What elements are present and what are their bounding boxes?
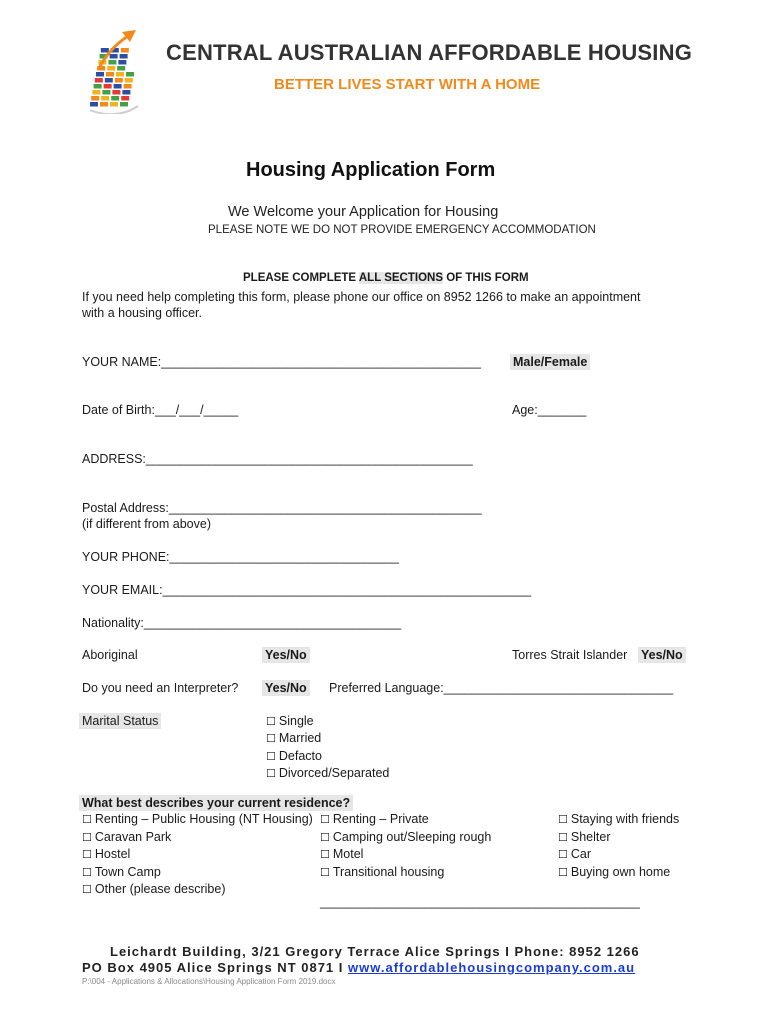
- residence-option-label: Other (please describe): [94, 882, 226, 896]
- logo-block: [118, 60, 126, 65]
- checkbox-icon: ☐: [320, 830, 330, 844]
- checkbox-icon: ☐: [82, 848, 92, 861]
- checkbox-icon: ☐: [558, 865, 568, 879]
- checkbox-icon: ☐: [558, 830, 568, 844]
- address-field[interactable]: ADDRESS:_______________________________________________: [82, 452, 473, 466]
- checkbox-icon: ☐: [82, 813, 92, 826]
- logo-block: [121, 96, 129, 101]
- marital-status-label: Marital Status: [79, 713, 161, 729]
- logo-block: [108, 60, 116, 65]
- residence-option-other[interactable]: [82, 881, 313, 899]
- checkbox-icon: ☐: [558, 813, 568, 826]
- logo-block: [102, 90, 110, 95]
- logo-block: [105, 78, 113, 83]
- logo-block: [106, 72, 114, 77]
- name-field[interactable]: YOUR NAME:______________________________________________: [82, 355, 481, 369]
- phone-field[interactable]: YOUR PHONE:_________________________________: [82, 550, 399, 564]
- residence-option-transitional-housing[interactable]: [320, 864, 491, 882]
- residence-column-2: [320, 811, 491, 881]
- checkbox-icon: ☐: [266, 766, 276, 780]
- checkbox-icon: ☐: [82, 865, 92, 879]
- welcome-text: We Welcome your Application for Housing: [228, 204, 499, 220]
- residence-option-label: Hostel: [94, 847, 131, 861]
- marital-option-married[interactable]: [266, 730, 389, 747]
- residence-option-label: Town Camp: [94, 864, 161, 879]
- logo-block: [101, 96, 109, 101]
- residence-option-public-housing[interactable]: [82, 811, 313, 829]
- footer-po-box: [82, 960, 635, 975]
- checkbox-icon: ☐: [320, 848, 330, 861]
- residence-option-hostel[interactable]: [82, 846, 313, 864]
- logo-block: [104, 84, 112, 89]
- footer-website-link[interactable]: www.affordablehousingcompany.com.au: [348, 960, 636, 975]
- residence-option-label: Shelter: [570, 829, 611, 844]
- residence-option-label: Renting – Public Housing (NT Housing): [94, 812, 313, 826]
- tagline: BETTER LIVES START WITH A HOME: [274, 76, 541, 93]
- logo-block: [112, 90, 120, 95]
- other-describe-line[interactable]: ______________________________________________: [320, 895, 640, 909]
- all-sections-highlight: ALL SECTIONS: [358, 272, 444, 284]
- email-field[interactable]: YOUR EMAIL:_____________________________________________________: [82, 583, 532, 597]
- checkbox-icon: ☐: [266, 732, 276, 746]
- marital-option-label: Divorced/Separated: [278, 765, 390, 780]
- marital-option-divorced-separated[interactable]: [266, 765, 389, 782]
- aboriginal-label: Aboriginal: [82, 648, 138, 662]
- dob-field[interactable]: Date of Birth:___/___/_____: [82, 403, 239, 417]
- residence-option-label: Camping out/Sleeping rough: [332, 829, 492, 844]
- residence-option-label: Transitional housing: [332, 864, 445, 879]
- residence-option-label: Car: [570, 847, 592, 861]
- aboriginal-yes-no[interactable]: Yes/No: [262, 647, 310, 663]
- marital-option-label: Defacto: [278, 748, 322, 763]
- logo-block: [110, 102, 118, 107]
- logo-block: [126, 72, 134, 77]
- help-text-line1: If you need help completing this form, please phone our office on 8952 1266 to make an appointment: [82, 290, 641, 304]
- marital-option-label: Single: [278, 714, 314, 728]
- checkbox-icon: ☐: [320, 865, 330, 879]
- residence-question: What best describes your current residence?: [79, 795, 353, 811]
- logo-block: [91, 96, 99, 101]
- residence-option-camping-out[interactable]: [320, 829, 491, 847]
- age-field[interactable]: Age:_______: [512, 403, 587, 417]
- residence-option-buying-own-home[interactable]: [558, 864, 679, 882]
- complete-suffix: OF THIS FORM: [443, 272, 529, 284]
- checkbox-icon: ☐: [320, 813, 330, 826]
- help-text-line2: with a housing officer.: [82, 306, 202, 320]
- interpreter-label: Do you need an Interpreter?: [82, 681, 239, 695]
- logo-block: [120, 54, 128, 59]
- org-logo: [84, 26, 140, 114]
- marital-option-single[interactable]: [266, 713, 389, 730]
- logo-block: [121, 48, 129, 53]
- logo-swoosh: [90, 106, 138, 114]
- logo-block: [117, 66, 125, 71]
- logo-block: [125, 78, 133, 83]
- gender-field[interactable]: Male/Female: [510, 354, 590, 370]
- org-name: CENTRAL AUSTRALIAN AFFORDABLE HOUSING: [166, 40, 693, 65]
- postal-address-field[interactable]: Postal Address:_____________________________________________: [82, 501, 482, 515]
- checkbox-icon: ☐: [82, 830, 92, 844]
- residence-option-car[interactable]: [558, 846, 679, 864]
- logo-block: [90, 102, 98, 107]
- logo-block: [95, 78, 103, 83]
- file-path: P:\004 - Applications & Allocations\Housing Application Form 2019.docx: [82, 977, 336, 986]
- logo-block: [115, 78, 123, 83]
- logo-block: [110, 54, 118, 59]
- logo-block: [94, 84, 102, 89]
- logo-block: [124, 84, 132, 89]
- marital-option-defacto[interactable]: [266, 748, 389, 765]
- logo-block: [116, 72, 124, 77]
- nationality-field[interactable]: Nationality:_____________________________________: [82, 616, 402, 630]
- logo-block: [111, 96, 119, 101]
- logo-block: [122, 90, 130, 95]
- footer-po-box-text: PO Box 4905 Alice Springs NT 0871 I: [82, 960, 349, 975]
- logo-block: [107, 66, 115, 71]
- residence-option-label: Renting – Private: [332, 812, 429, 826]
- marital-option-label: Married: [278, 731, 322, 746]
- residence-option-renting-private[interactable]: [320, 811, 491, 829]
- emergency-notice: PLEASE NOTE WE DO NOT PROVIDE EMERGENCY ACCOMMODATION: [208, 224, 596, 236]
- logo-block: [92, 90, 100, 95]
- torres-strait-label: Torres Strait Islander: [512, 648, 628, 662]
- logo-block: [96, 72, 104, 77]
- logo-block: [114, 84, 122, 89]
- logo-arrow: [98, 36, 128, 70]
- residence-option-town-camp[interactable]: [82, 864, 313, 882]
- residence-option-label: Staying with friends: [570, 812, 680, 826]
- logo-block: [120, 102, 128, 107]
- torres-strait-yes-no[interactable]: Yes/No: [638, 647, 686, 663]
- marital-status-options: [266, 713, 389, 782]
- page-title: Housing Application Form: [246, 159, 496, 181]
- residence-column-3: [558, 811, 679, 881]
- complete-all-sections-notice: [243, 272, 529, 284]
- logo-block: [101, 48, 109, 53]
- checkbox-icon: ☐: [82, 883, 92, 896]
- residence-option-staying-with-friends[interactable]: [558, 811, 679, 829]
- checkbox-icon: ☐: [266, 749, 276, 763]
- residence-option-label: Motel: [332, 847, 364, 861]
- interpreter-yes-no[interactable]: Yes/No: [262, 680, 310, 696]
- complete-prefix: PLEASE COMPLETE: [243, 272, 359, 284]
- footer-address: Leichardt Building, 3/21 Gregory Terrace Alice Springs I Phone: 8952 1266: [110, 944, 640, 959]
- logo-block: [100, 102, 108, 107]
- preferred-language-field[interactable]: Preferred Language:_________________________________: [329, 681, 674, 695]
- postal-address-note: (if different from above): [82, 517, 211, 531]
- checkbox-icon: ☐: [266, 715, 276, 728]
- residence-option-caravan-park[interactable]: [82, 829, 313, 847]
- residence-option-label: Buying own home: [570, 864, 671, 879]
- residence-option-label: Caravan Park: [94, 829, 172, 844]
- residence-option-shelter[interactable]: [558, 829, 679, 847]
- residence-column-1: [82, 811, 313, 899]
- residence-option-motel[interactable]: [320, 846, 491, 864]
- checkbox-icon: ☐: [558, 848, 568, 861]
